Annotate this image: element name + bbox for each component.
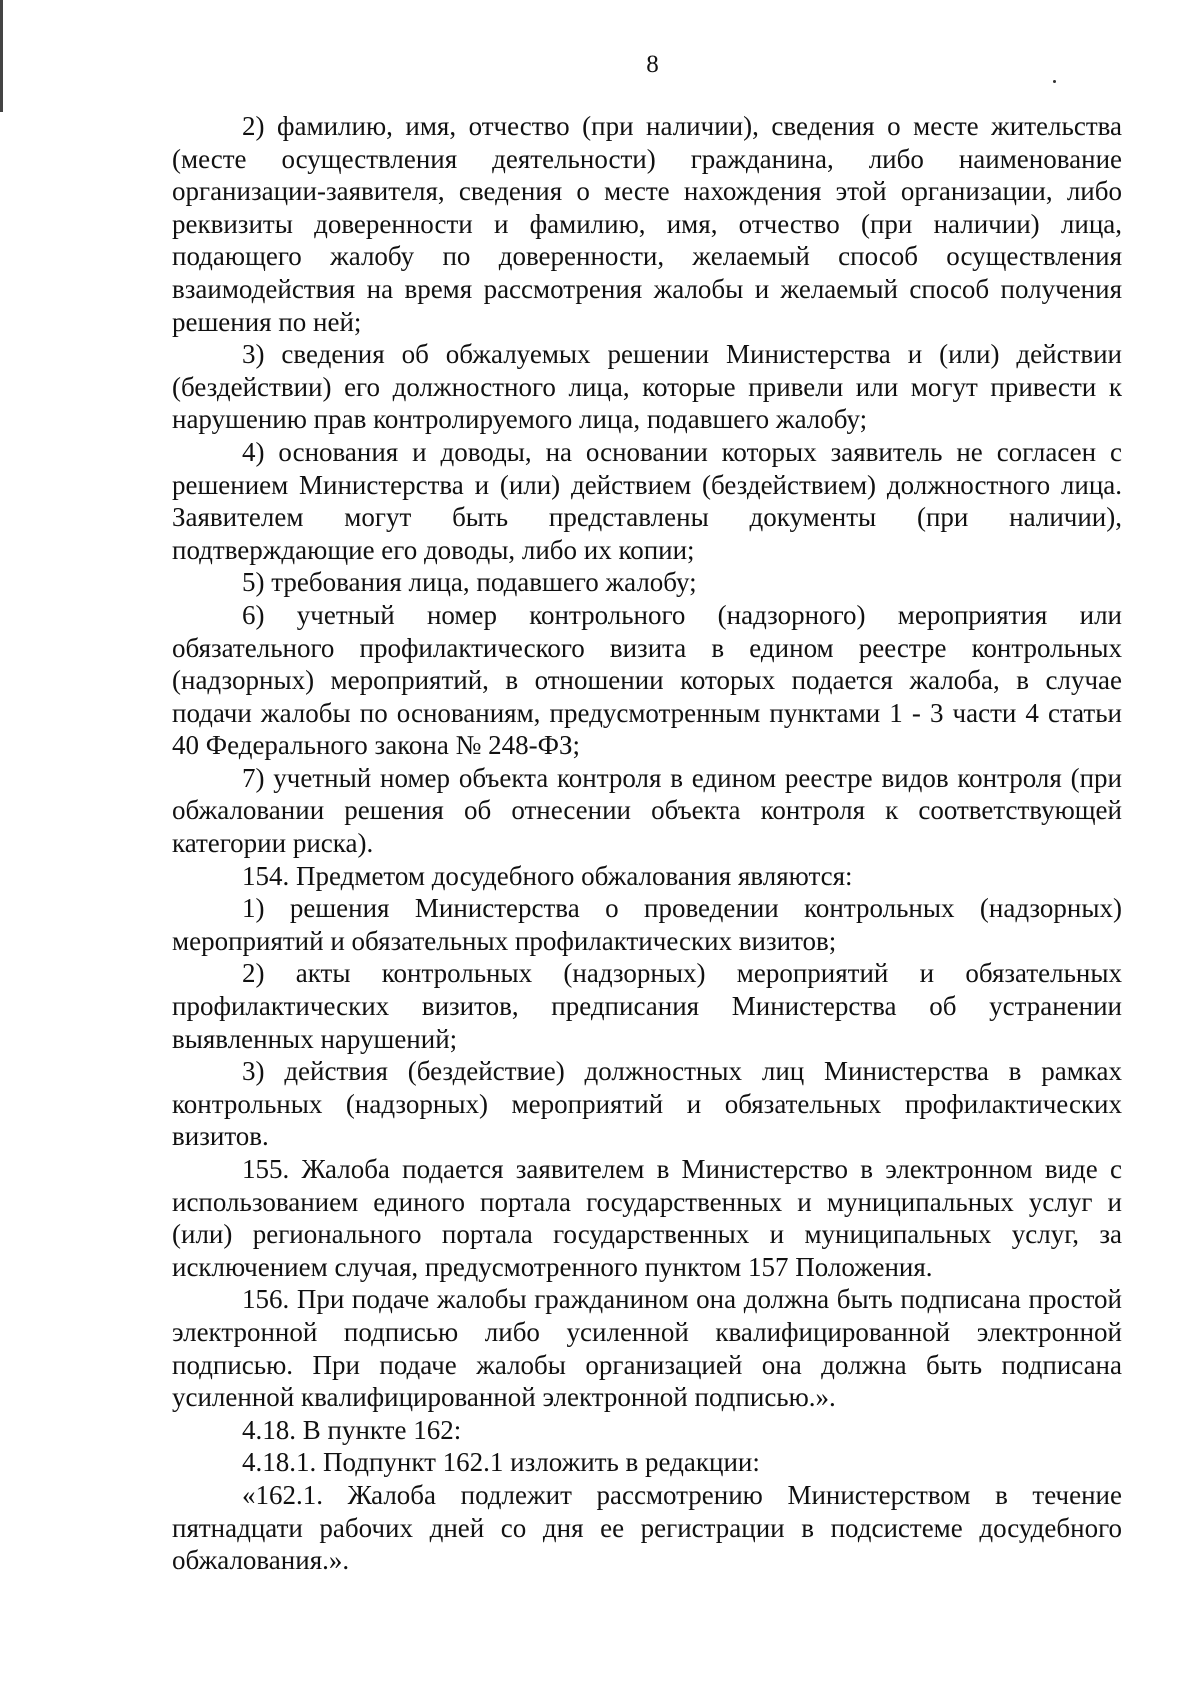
scan-dot-mark xyxy=(1053,80,1056,83)
paragraph-item-2: 2) фамилию, имя, отчество (при наличии), сведения о месте жительства (месте осуществления деятельности) гражданина, либо наименование организации-заявителя, сведения о месте нахождения этой организации, либо реквизиты доверенности и фамилию, имя, отчество (при наличии) лица, подающего жалобу по доверенности, желаемый способ осуществления взаимодействия на время рассмотрения жалобы и желаемый способ получения решения по ней; xyxy=(172,111,1122,337)
paragraph-154-item-1: 1) решения Министерства о проведении контрольных (надзорных) мероприятий и обязательных профилактических визитов; xyxy=(172,893,1122,956)
paragraph-item-7: 7) учетный номер объекта контроля в едином реестре видов контроля (при обжаловании решения об отнесении объекта контроля к соответствующей категории риска). xyxy=(172,762,1122,859)
paragraph-clause-156: 156. При подаче жалобы гражданином она должна быть подписана простой электронной подписью либо усиленной квалифицированной электронной подписью. При подаче жалобы организацией она должна быть подписана усиленной квалифицированной электронной подписью.». xyxy=(172,1284,1122,1413)
paragraph-clause-154: 154. Предметом досудебного обжалования являются: xyxy=(242,860,853,891)
document-body xyxy=(172,110,1122,1577)
paragraph-clause-155: 155. Жалоба подается заявителем в Министерство в электронном виде с использованием единого портала государственных и муниципальных услуг и (или) регионального портала государственных и муниципальных услуг, за исключением случая, предусмотренного пунктом 157 Положения. xyxy=(172,1154,1122,1282)
paragraph-item-4: 4) основания и доводы, на основании которых заявитель не согласен с решением Министерства и (или) действием (бездействием) должностного лица. Заявителем могут быть представлены документы (при наличии), подтверждающие его доводы, либо их копии; xyxy=(172,436,1122,565)
paragraph-154-item-2: 2) акты контрольных (надзорных) мероприятий и обязательных профилактических визитов, предписания Министерства об устранении выявленных нарушений; xyxy=(172,958,1122,1054)
page-number: 8 xyxy=(646,51,659,78)
paragraph-item-3: 3) сведения об обжалуемых решении Министерства и (или) действии (бездействии) его должностного лица, которые привели или могут привести к нарушению прав контролируемого лица, подавшего жалобу; xyxy=(172,339,1122,435)
paragraph-clause-4-18: 4.18. В пункте 162: xyxy=(242,1414,462,1445)
paragraph-item-5: 5) требования лица, подавшего жалобу; xyxy=(242,567,697,598)
paragraph-clause-4-18-1: 4.18.1. Подпункт 162.1 изложить в редакции: xyxy=(242,1447,760,1478)
paragraph-154-item-3: 3) действия (бездействие) должностных лиц Министерства в рамках контрольных (надзорных) мероприятий и обязательных профилактических визитов. xyxy=(172,1056,1122,1152)
paragraph-item-6: 6) учетный номер контрольного (надзорного) мероприятия или обязательного профилактического визита в едином реестре контрольных (надзорных) мероприятий, в отношении которых подается жалоба, в случае подачи жалобы по основаниям, предусмотренным пунктами 1 - 3 части 4 статьи 40 Федерального закона № 248-ФЗ; xyxy=(172,599,1122,761)
paragraph-clause-162-1: «162.1. Жалоба подлежит рассмотрению Министерством в течение пятнадцати рабочих дней со дня ее регистрации в подсистеме досудебного обжалования.». xyxy=(172,1479,1122,1576)
